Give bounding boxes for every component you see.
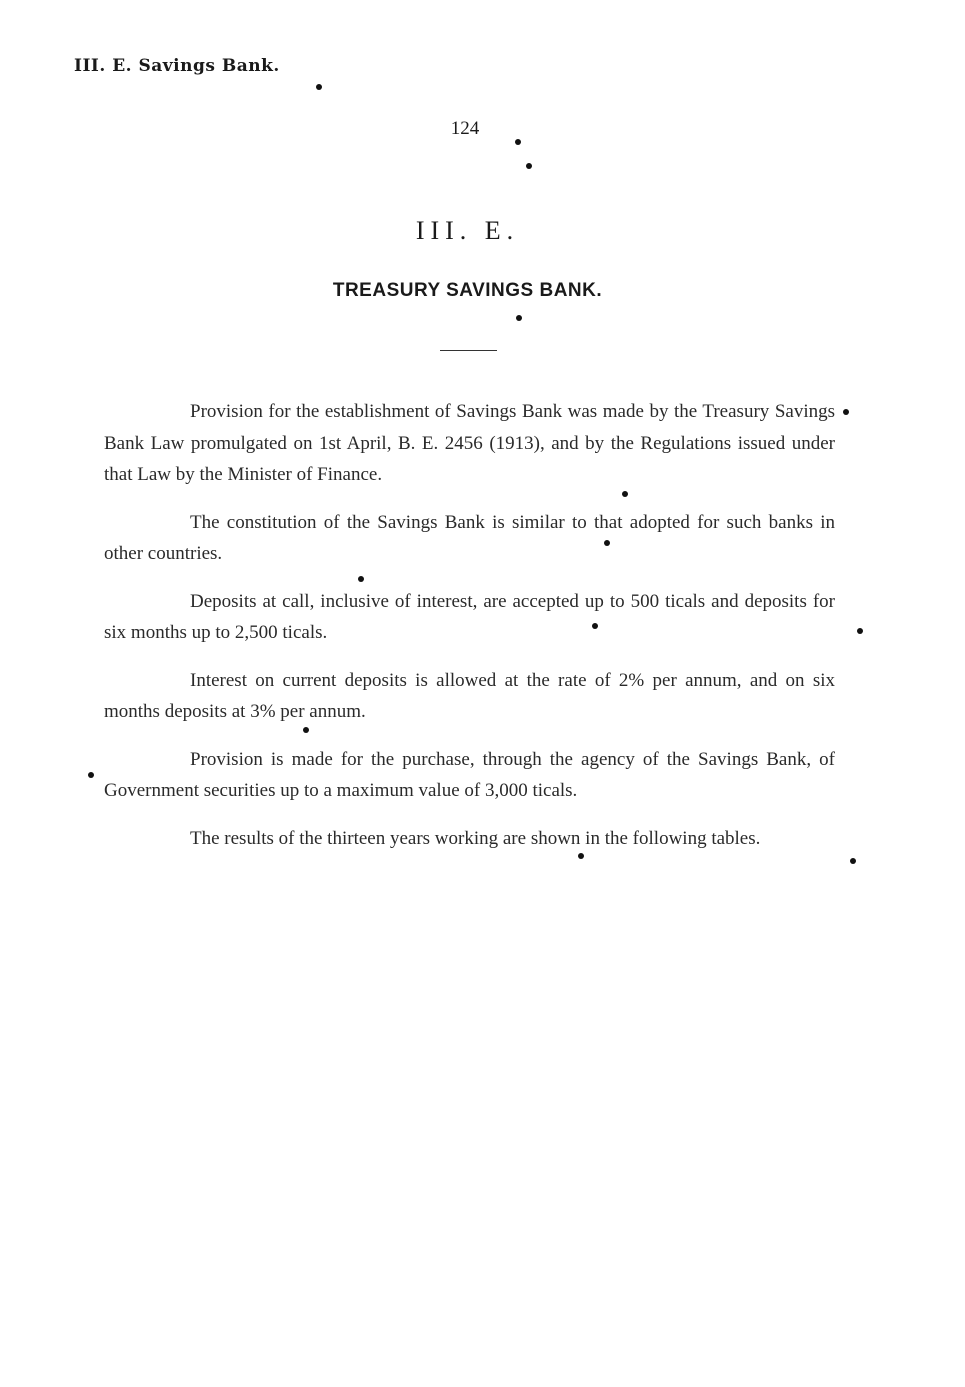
paragraph-interest: Interest on current deposits is allowed at the rate of 2% per annum, and on six months deposits at 3% per annum. <box>104 669 835 722</box>
scan-speck <box>622 491 628 497</box>
paragraph-results: The results of the thirteen years working are shown in the following tables. <box>190 827 761 849</box>
scan-speck <box>850 858 856 864</box>
scan-speck <box>516 315 522 321</box>
scan-speck <box>88 772 94 778</box>
scan-speck <box>857 628 863 634</box>
scan-speck <box>578 853 584 859</box>
scan-speck <box>592 623 598 629</box>
paragraph-constitution: The constitution of the Savings Bank is similar to that adopted for such banks in other countries. <box>104 511 835 564</box>
section-number: III. E. <box>415 216 520 245</box>
running-head: III. E. Savings Bank. <box>74 56 280 76</box>
paragraph-securities: Provision is made for the purchase, through the agency of the Savings Bank, of Government securities up to a maximum value of 3,000 ticals. <box>104 748 835 801</box>
scan-speck <box>303 727 309 733</box>
section-title: TREASURY SAVINGS BANK. <box>332 280 603 301</box>
body-text <box>104 396 835 870</box>
scan-speck <box>843 409 849 415</box>
page-number: 124 <box>450 118 480 139</box>
paragraph-deposits: Deposits at call, inclusive of interest, are accepted up to 500 ticals and deposits for six months up to 2,500 ticals. <box>104 590 835 643</box>
scan-speck <box>526 163 532 169</box>
scan-speck <box>316 84 322 90</box>
scan-speck <box>604 540 610 546</box>
scan-speck <box>358 576 364 582</box>
scan-speck <box>515 139 521 145</box>
paragraph-establishment: Provision for the establishment of Savings Bank was made by the Treasury Savings Bank Law promulgated on 1st April, B. E. 2456 (1913), and by the Regulations issued under that Law by the Minister of Finance. <box>104 401 835 485</box>
title-divider <box>440 350 497 351</box>
